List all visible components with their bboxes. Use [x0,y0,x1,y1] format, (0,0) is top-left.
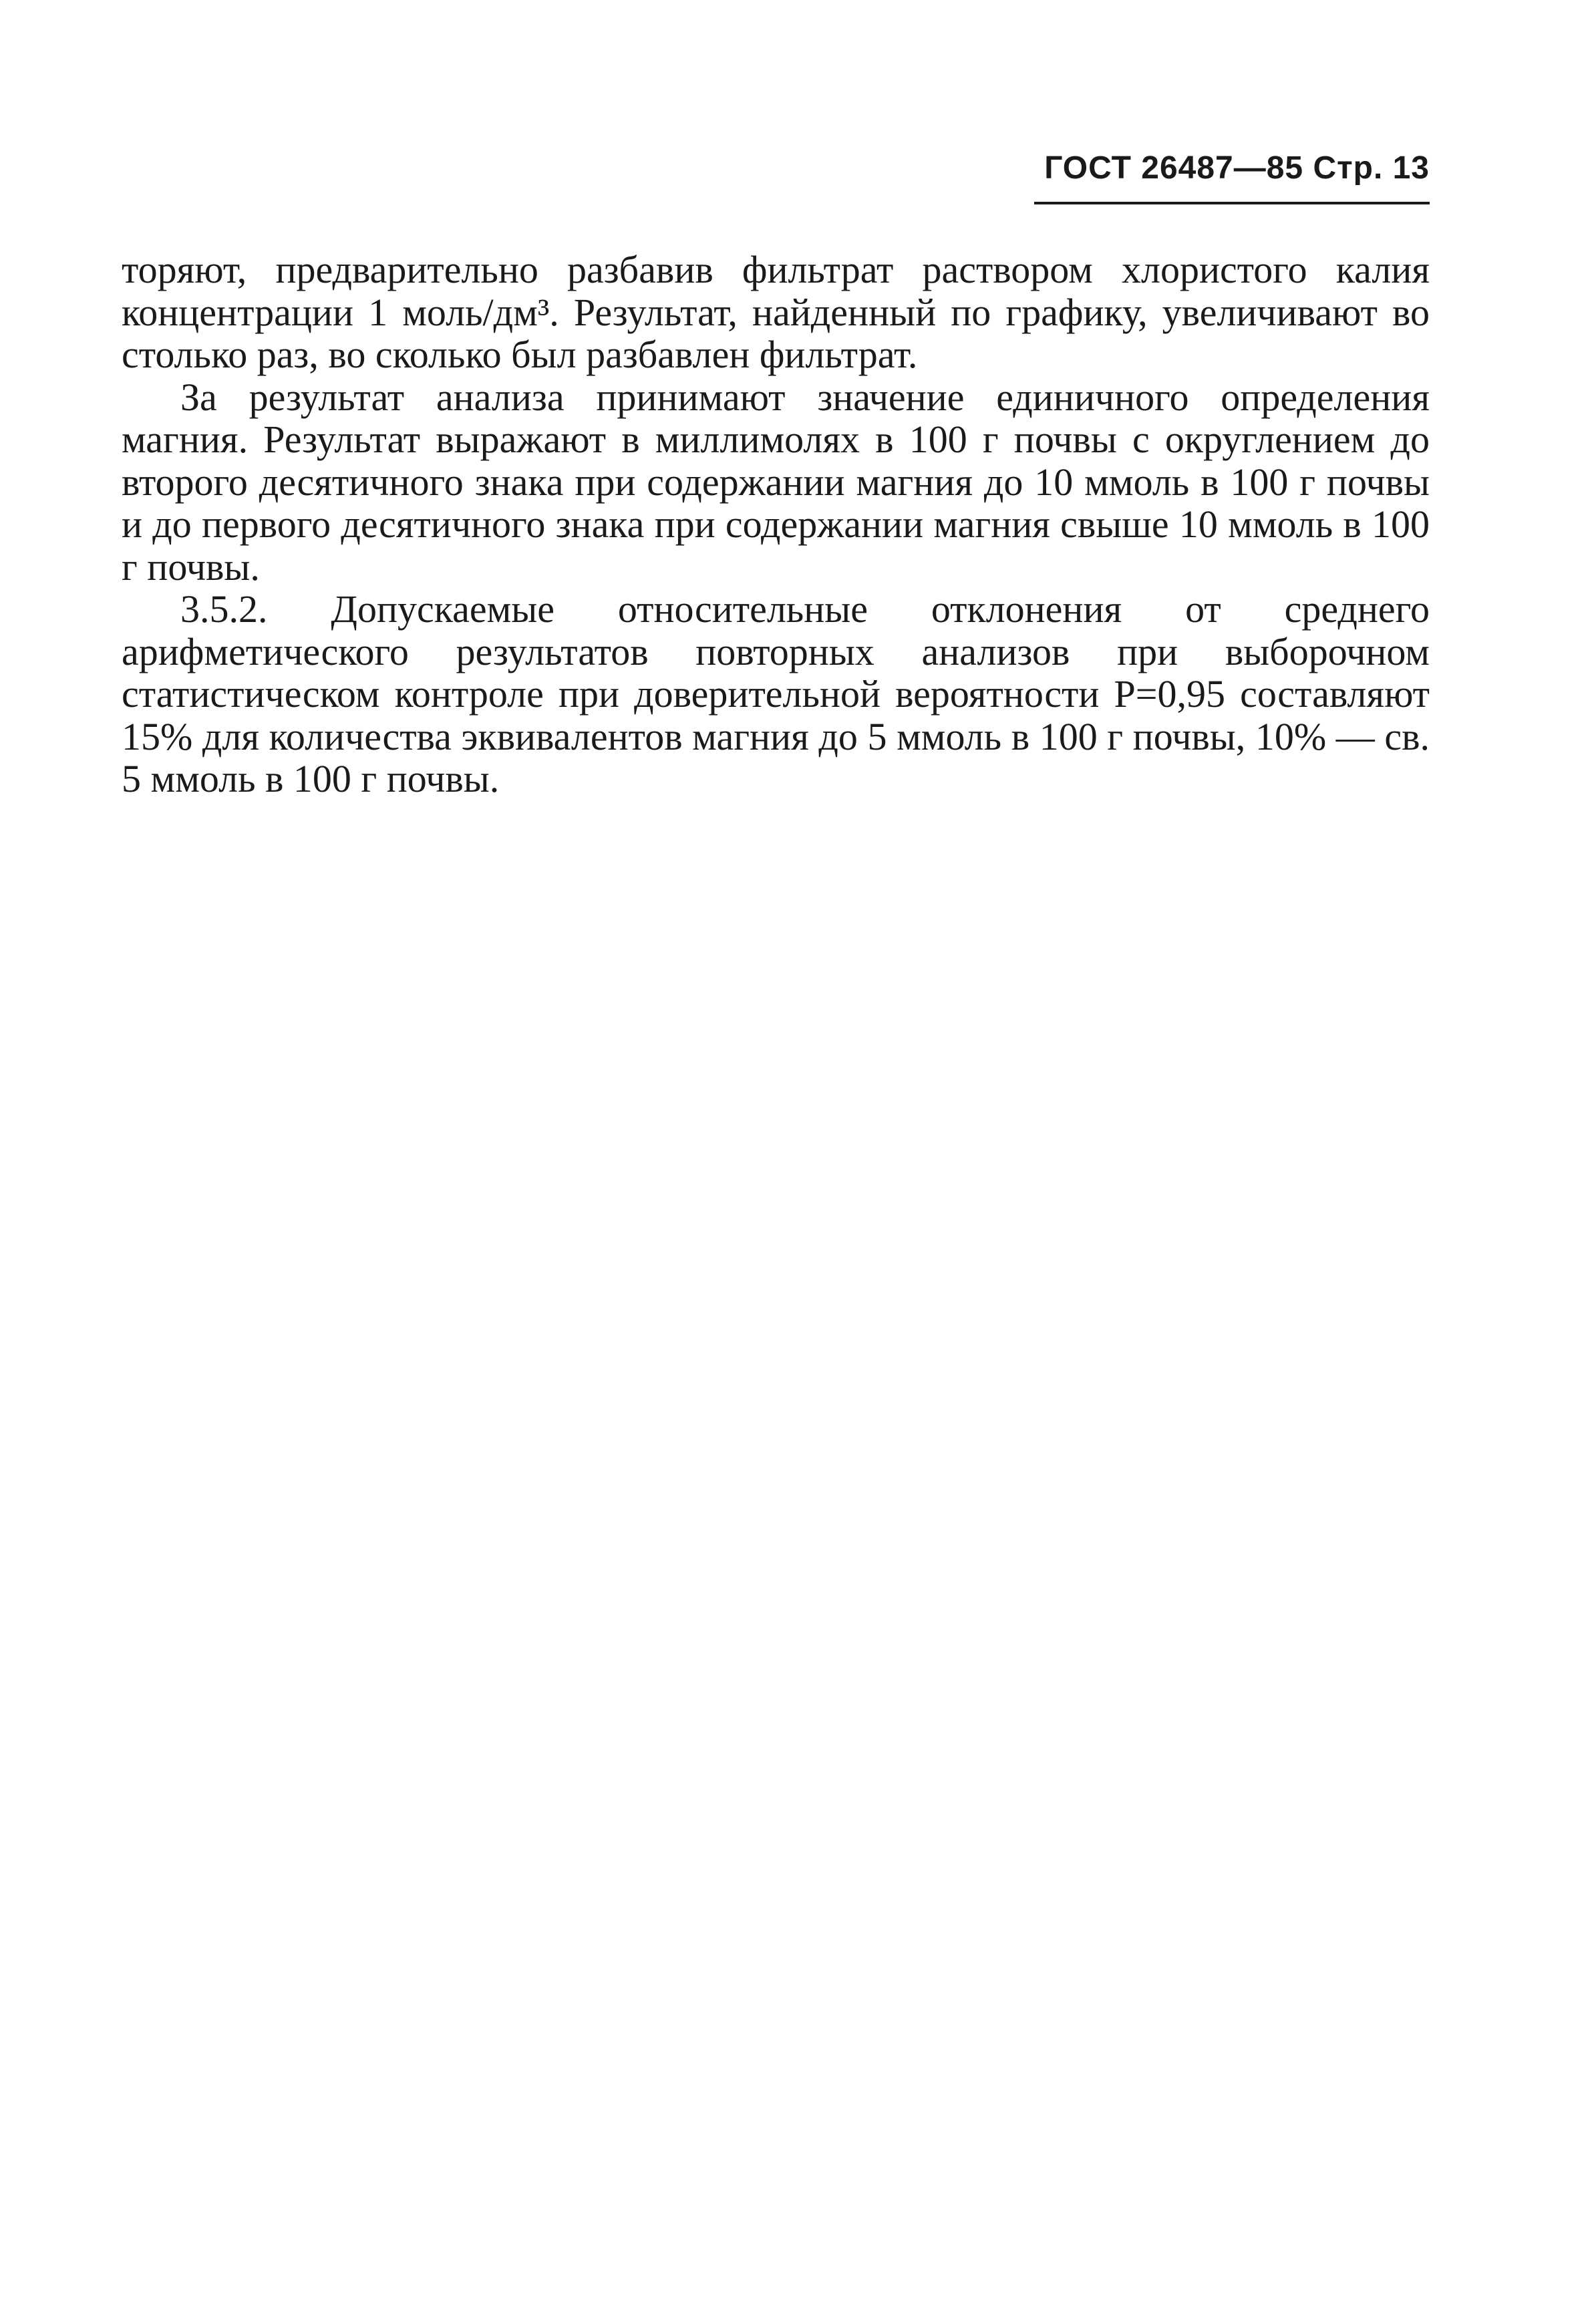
paragraph-3-5-2: 3.5.2. Допускаемые относительные отклонения от среднего арифметического результатов повторных анализов при выборочном статистическом контроле при доверительной вероятности P=0,95 составляют 15% для количества эквивалентов магния до 5 ммоль в 100 г почвы, 10% — св. 5 ммоль в 100 г почвы. [122,587,1430,800]
paragraph-result-analysis: За результат анализа принимают значение единичного определения магния. Результат выражают в миллимолях в 100 г почвы с округлением до второго десятичного знака при содержании магния до 10 ммоль в 100 г почвы и до первого десятичного знака при содержании магния свыше 10 ммоль в 100 г почвы. [122,375,1430,589]
paragraph-continuation: торяют, предварительно разбавив фильтрат раствором хлористого калия концентрации 1 моль/дм³. Результат, найденный по графику, увеличивают во столько раз, во сколько был разбавлен фильтрат. [122,248,1430,376]
body-text [122,249,1430,800]
page-header: ГОСТ 26487—85 Стр. 13 [1044,150,1430,186]
header-rule [1034,202,1430,204]
